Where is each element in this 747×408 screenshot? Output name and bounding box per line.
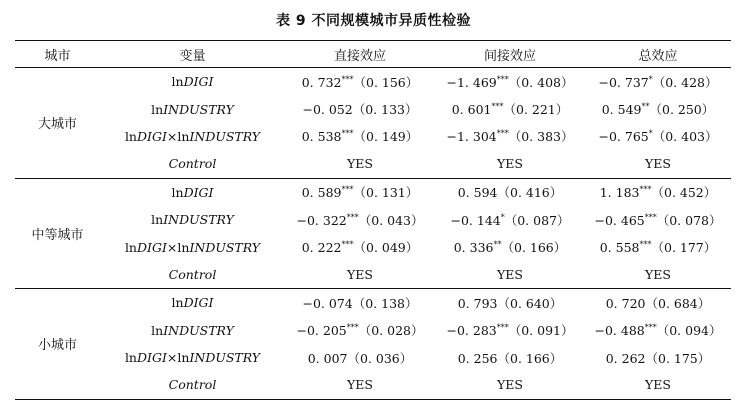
significance-stars: *** — [644, 212, 657, 222]
var-digi: DIGI — [183, 74, 214, 90]
variable-cell — [100, 123, 285, 150]
standard-error: （0. 156） — [353, 74, 419, 90]
var-digi: DIGI — [183, 295, 214, 311]
indirect-effect-cell — [435, 317, 585, 344]
direct-effect-cell — [285, 123, 435, 150]
var-industry: INDUSTRY — [189, 128, 261, 144]
direct-effect-cell — [285, 289, 435, 317]
total-effect-cell — [585, 95, 731, 122]
indirect-effect-cell — [435, 289, 585, 317]
var-times: × — [166, 128, 178, 144]
table-row — [15, 317, 731, 344]
coefficient: −0. 737 — [598, 74, 649, 90]
standard-error: （0. 036） — [347, 350, 413, 366]
variable-cell — [100, 178, 285, 206]
significance-stars: ** — [641, 102, 650, 112]
header-total-effect: 总效应 — [585, 41, 731, 68]
significance-stars: ** — [493, 240, 502, 250]
direct-effect-cell — [285, 95, 435, 122]
coefficient: 0. 007 — [307, 350, 348, 366]
significance-stars: *** — [341, 240, 354, 250]
standard-error: （0. 640） — [497, 295, 563, 311]
standard-error: （0. 087） — [504, 212, 570, 228]
standard-error: （0. 177） — [651, 240, 717, 256]
total-effect-cell — [585, 123, 731, 150]
standard-error: （0. 221） — [503, 102, 569, 118]
var-ln: ln — [151, 212, 164, 228]
standard-error: （0. 028） — [358, 323, 424, 339]
coefficient: 1. 183 — [599, 185, 640, 201]
variable-cell — [100, 371, 285, 399]
var-ln: ln — [171, 184, 184, 200]
city-label: 大城市 — [15, 68, 100, 179]
header-direct-effect: 直接效应 — [285, 41, 435, 68]
significance-stars: *** — [341, 185, 354, 195]
indirect-effect-cell — [435, 123, 585, 150]
var-ln: ln — [171, 295, 184, 311]
coefficient: −0. 205 — [296, 323, 347, 339]
standard-error: （0. 078） — [656, 212, 722, 228]
coefficient: 0. 549 — [601, 102, 642, 118]
var-control: Control — [168, 266, 217, 282]
var-control: Control — [168, 377, 217, 393]
variable-cell — [100, 289, 285, 317]
coefficient: 0. 222 — [301, 240, 342, 256]
significance-stars: * — [500, 212, 505, 222]
total-effect-cell: YES — [585, 150, 731, 178]
direct-effect-cell — [285, 233, 435, 260]
table-row — [15, 206, 731, 233]
coefficient: 0. 720 — [605, 295, 646, 311]
table-title: 表 9 不同规模城市异质性检验 — [276, 13, 471, 29]
standard-error: （0. 416） — [497, 185, 563, 201]
var-ln: ln — [124, 350, 137, 366]
var-industry: INDUSTRY — [163, 212, 234, 228]
direct-effect-cell: YES — [285, 261, 435, 289]
coefficient: −1. 469 — [446, 74, 497, 90]
var-industry: INDUSTRY — [189, 239, 261, 255]
variable-cell — [100, 233, 285, 260]
var-ln: ln — [171, 74, 184, 90]
coefficient: 0. 256 — [457, 350, 498, 366]
var-ln: ln — [124, 239, 137, 255]
standard-error: （0. 428） — [652, 74, 718, 90]
coefficient: 0. 732 — [301, 74, 342, 90]
significance-stars: * — [648, 74, 653, 84]
var-ln: ln — [177, 350, 190, 366]
coefficient: 0. 336 — [453, 240, 494, 256]
standard-error: （0. 166） — [497, 350, 563, 366]
indirect-effect-cell — [435, 206, 585, 233]
coefficient: 0. 601 — [451, 102, 492, 118]
direct-effect-cell — [285, 206, 435, 233]
var-digi: DIGI — [137, 239, 167, 255]
total-effect-cell — [585, 68, 731, 96]
table-row — [15, 68, 731, 96]
coefficient: 0. 589 — [301, 185, 342, 201]
total-effect-cell — [585, 206, 731, 233]
table-row — [15, 261, 731, 289]
var-ln: ln — [124, 128, 137, 144]
coefficient: −0. 052 — [302, 102, 353, 118]
indirect-effect-cell — [435, 233, 585, 260]
coefficient: −0. 074 — [302, 295, 353, 311]
total-effect-cell — [585, 344, 731, 371]
var-industry: INDUSTRY — [163, 322, 234, 338]
var-digi: DIGI — [137, 350, 167, 366]
coefficient: 0. 538 — [301, 129, 342, 145]
variable-cell — [100, 261, 285, 289]
direct-effect-cell: YES — [285, 150, 435, 178]
coefficient: 0. 594 — [457, 185, 498, 201]
indirect-effect-cell — [435, 68, 585, 96]
indirect-effect-cell: YES — [435, 371, 585, 399]
significance-stars: *** — [341, 74, 354, 84]
variable-cell — [100, 150, 285, 178]
table-row — [15, 95, 731, 122]
coefficient: −0. 144 — [450, 212, 501, 228]
city-label: 中等城市 — [15, 178, 100, 289]
standard-error: （0. 383） — [508, 129, 574, 145]
variable-cell — [100, 68, 285, 96]
direct-effect-cell — [285, 344, 435, 371]
table-row — [15, 344, 731, 371]
significance-stars: *** — [496, 323, 509, 333]
standard-error: （0. 175） — [645, 350, 711, 366]
header-indirect-effect: 间接效应 — [435, 41, 585, 68]
var-digi: DIGI — [183, 184, 214, 200]
var-industry: INDUSTRY — [163, 101, 234, 117]
table-row — [15, 233, 731, 260]
var-times: × — [166, 350, 178, 366]
total-effect-cell: YES — [585, 371, 731, 399]
significance-stars: *** — [491, 102, 504, 112]
coefficient: 0. 558 — [599, 240, 640, 256]
header-city: 城市 — [15, 41, 100, 68]
direct-effect-cell — [285, 317, 435, 344]
var-digi: DIGI — [137, 128, 167, 144]
header-row — [15, 41, 731, 68]
table-row — [15, 289, 731, 317]
significance-stars: *** — [346, 212, 359, 222]
coefficient: −0. 283 — [446, 323, 497, 339]
significance-stars: * — [648, 129, 653, 139]
standard-error: （0. 043） — [358, 212, 424, 228]
city-label: 小城市 — [15, 289, 100, 400]
variable-cell — [100, 317, 285, 344]
coefficient: 0. 793 — [457, 295, 498, 311]
indirect-effect-cell — [435, 95, 585, 122]
indirect-effect-cell: YES — [435, 261, 585, 289]
standard-error: （0. 133） — [352, 102, 418, 118]
indirect-effect-cell — [435, 344, 585, 371]
table-row — [15, 178, 731, 206]
standard-error: （0. 452） — [651, 185, 717, 201]
variable-cell — [100, 344, 285, 371]
total-effect-cell: YES — [585, 261, 731, 289]
total-effect-cell — [585, 233, 731, 260]
var-industry: INDUSTRY — [189, 350, 261, 366]
standard-error: （0. 684） — [645, 295, 711, 311]
var-ln: ln — [177, 239, 190, 255]
total-effect-cell — [585, 317, 731, 344]
standard-error: （0. 131） — [353, 185, 419, 201]
significance-stars: *** — [346, 323, 359, 333]
standard-error: （0. 094） — [656, 323, 722, 339]
standard-error: （0. 049） — [353, 240, 419, 256]
variable-cell — [100, 206, 285, 233]
variable-cell — [100, 95, 285, 122]
standard-error: （0. 166） — [501, 240, 567, 256]
significance-stars: *** — [639, 240, 652, 250]
significance-stars: *** — [496, 129, 509, 139]
standard-error: （0. 149） — [353, 129, 419, 145]
direct-effect-cell: YES — [285, 371, 435, 399]
coefficient: −0. 322 — [296, 212, 347, 228]
indirect-effect-cell — [435, 178, 585, 206]
direct-effect-cell — [285, 178, 435, 206]
standard-error: （0. 091） — [508, 323, 574, 339]
total-effect-cell — [585, 178, 731, 206]
significance-stars: *** — [639, 185, 652, 195]
header-variable: 变量 — [100, 41, 285, 68]
indirect-effect-cell: YES — [435, 150, 585, 178]
var-ln: ln — [177, 128, 190, 144]
var-times: × — [166, 239, 178, 255]
standard-error: （0. 250） — [649, 102, 715, 118]
var-ln: ln — [151, 101, 164, 117]
standard-error: （0. 408） — [508, 74, 574, 90]
var-control: Control — [168, 156, 217, 172]
coefficient: −0. 765 — [598, 129, 649, 145]
coefficient: −0. 488 — [594, 323, 645, 339]
heterogeneity-table — [15, 40, 731, 400]
coefficient: −0. 465 — [594, 212, 645, 228]
direct-effect-cell — [285, 68, 435, 96]
table-row — [15, 150, 731, 178]
table-row — [15, 123, 731, 150]
significance-stars: *** — [496, 74, 509, 84]
standard-error: （0. 138） — [352, 295, 418, 311]
total-effect-cell — [585, 289, 731, 317]
coefficient: −1. 304 — [446, 129, 497, 145]
var-ln: ln — [151, 322, 164, 338]
significance-stars: *** — [644, 323, 657, 333]
significance-stars: *** — [341, 129, 354, 139]
table-row — [15, 371, 731, 399]
coefficient: 0. 262 — [605, 350, 646, 366]
standard-error: （0. 403） — [652, 129, 718, 145]
